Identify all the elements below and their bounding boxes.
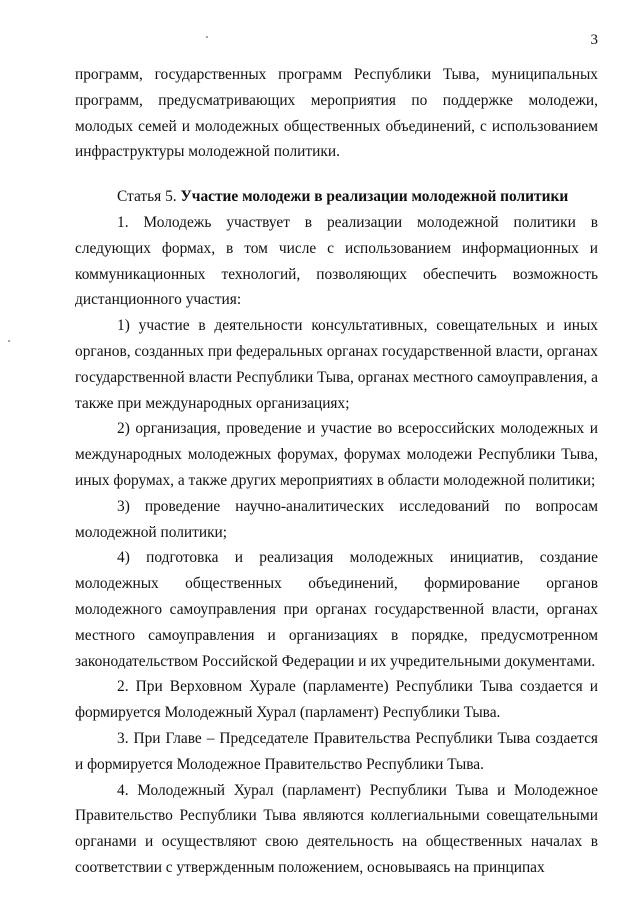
continuation-paragraph: программ, государственных программ Республики Тыва, муниципальных программ, предусматривающих мероприятия по поддержке молодежи, молодых семей и молодежных общественных объединений, с использованием инфраструктуры молодежной политики. xyxy=(75,66,598,161)
paragraph: 1. Молодежь участвует в реализации молодежной политики в следующих формах, в том числе с использованием информационных и коммуникационных технологий, позволяющих обеспечить возможность дистанционного участия: xyxy=(75,213,598,309)
scan-artifact xyxy=(8,340,10,342)
article-prefix: Статья 5. xyxy=(117,188,181,206)
article-title: Участие молодежи в реализации молодежной политики xyxy=(180,188,569,206)
paragraph: 4) подготовка и реализация молодежных инициатив, создание молодежных общественных объединений, формирование органов молодежного самоуправления при органах государственной власти, органах местного самоуправления и организациях в порядке, предусмотренном законодательством Российской Федерации и их учредительными документами. xyxy=(75,549,598,670)
paragraph: 3) проведение научно-аналитических исследований по вопросам молодежной политики; xyxy=(75,497,598,541)
scan-artifact xyxy=(206,36,208,38)
page-number: 3 xyxy=(590,32,598,48)
article-heading xyxy=(75,184,598,210)
paragraph: 3. При Главе – Председателе Правительства Республики Тыва создается и формируется Молодежное Правительство Республики Тыва. xyxy=(75,729,598,773)
paragraph: 4. Молодежный Хурал (парламент) Республики Тыва и Молодежное Правительство Республики Тыва являются коллегиальными совещательными органами и осуществляют свою деятельность на общественных началах в соответствии с утвержденным положением, основываясь на принципах xyxy=(75,781,598,876)
document-body xyxy=(75,62,598,881)
paragraph: 2. При Верховном Хурале (парламенте) Республики Тыва создается и формируется Молодежный Хурал (парламент) Республики Тыва. xyxy=(75,678,598,722)
paragraph: 2) организация, проведение и участие во всероссийских молодежных и международных молодежных форумах, форумах молодежи Республики Тыва, иных форумах, а также других мероприятиях в области молодежной политики; xyxy=(75,420,598,489)
paragraph: 1) участие в деятельности консультативных, совещательных и иных органов, созданных при федеральных органах государственной власти, органах государственной власти Республики Тыва, органах местного самоуправления, а также при международных организациях; xyxy=(75,317,598,412)
